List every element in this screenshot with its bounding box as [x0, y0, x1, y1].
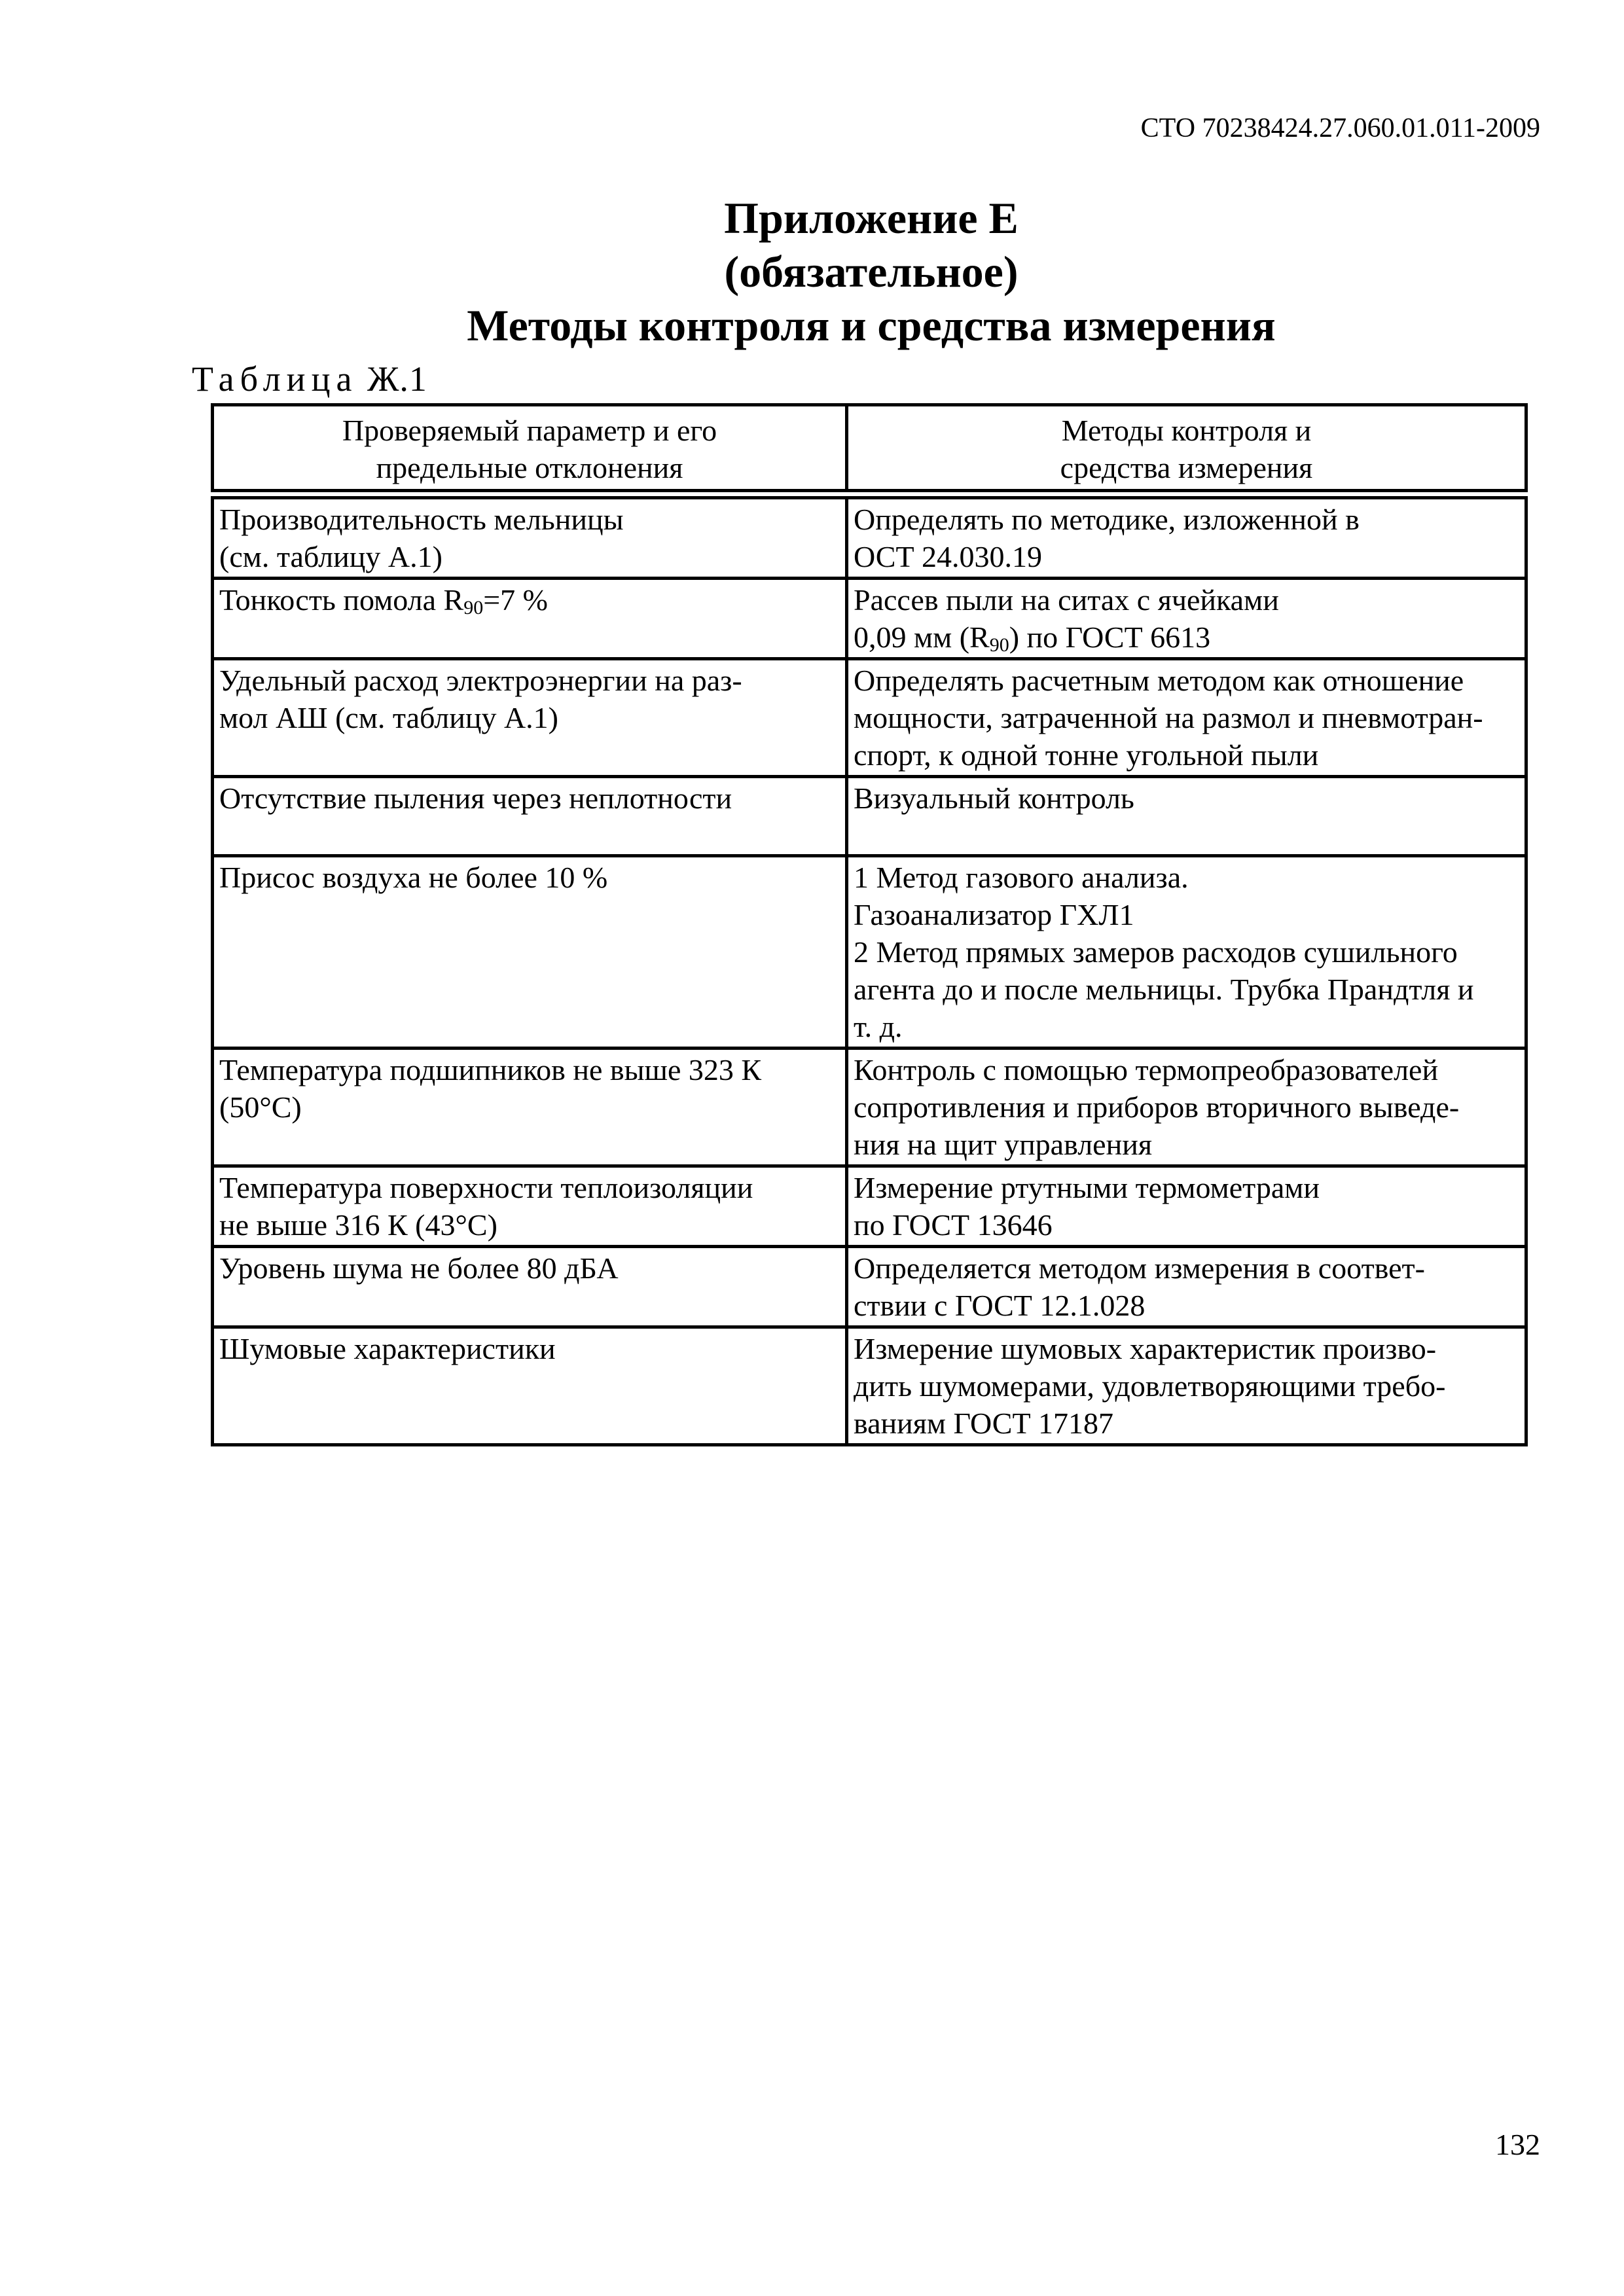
method-cell: Измерение ртутными термометрами по ГОСТ 13646	[847, 1166, 1526, 1247]
parameter-cell: Присос воздуха не более 10 %	[213, 856, 847, 1049]
table-caption-number: Ж.1	[367, 359, 427, 399]
appendix-title	[0, 191, 1624, 352]
table-header-row	[213, 405, 1526, 495]
table-row	[213, 1247, 1526, 1327]
table-row	[213, 1049, 1526, 1166]
table-row	[213, 1327, 1526, 1445]
methods-table	[211, 403, 1528, 1446]
table-row	[213, 856, 1526, 1049]
parameter-cell: Шумовые характеристики	[213, 1327, 847, 1445]
method-cell: Определяется методом измерения в соответ- ствии с ГОСТ 12.1.028	[847, 1247, 1526, 1327]
table-caption	[192, 359, 427, 399]
table-row	[213, 777, 1526, 856]
appendix-subject: Методы контроля и средства измерения	[467, 300, 1276, 350]
appendix-status: (обязательное)	[724, 247, 1019, 296]
table-row	[213, 579, 1526, 659]
parameter-cell: Уровень шума не более 80 дБА	[213, 1247, 847, 1327]
appendix-heading: Приложение Е	[724, 193, 1019, 243]
parameter-cell: Производительность мельницы (см. таблицу А.1)	[213, 494, 847, 579]
header-parameter: Проверяемый параметр и его предельные отклонения	[213, 405, 847, 495]
method-cell: Контроль с помощью термопреобразователей сопротивления и приборов вторичного выведе- ния на щит управления	[847, 1049, 1526, 1166]
parameter-cell: Удельный расход электроэнергии на раз- мол АШ (см. таблицу А.1)	[213, 659, 847, 777]
table-row	[213, 659, 1526, 777]
header-method: Методы контроля и средства измерения	[847, 405, 1526, 495]
table-caption-word: Таблица	[192, 359, 358, 399]
page-number: 132	[1495, 2128, 1540, 2161]
method-cell: Рассев пыли на ситах с ячейками 0,09 мм $(R_{90})$ по ГОСТ 6613	[847, 579, 1526, 659]
parameter-cell: Температура поверхности теплоизоляции не выше 316 К (43°С)	[213, 1166, 847, 1247]
document-code: СТО 70238424.27.060.01.011-2009	[1140, 113, 1540, 143]
method-cell: Измерение шумовых характеристик произво- дить шумомерами, удовлетворяющими требо- ваниям ГОСТ 17187	[847, 1327, 1526, 1445]
method-cell: Визуальный контроль	[847, 777, 1526, 856]
table-row	[213, 494, 1526, 579]
method-cell: Определять по методике, изложенной в ОСТ 24.030.19	[847, 494, 1526, 579]
parameter-cell: Температура подшипников не выше 323 К (50°С)	[213, 1049, 847, 1166]
parameter-cell: Отсутствие пыления через неплотности	[213, 777, 847, 856]
method-cell: 1 Метод газового анализа. Газоанализатор ГХЛ1 2 Метод прямых замеров расходов сушильного агента до и после мельницы. Трубка Прандтля и т. д.	[847, 856, 1526, 1049]
table-row	[213, 1166, 1526, 1247]
parameter-cell: Тонкость помола $R_{90}=7$ %	[213, 579, 847, 659]
method-cell: Определять расчетным методом как отношение мощности, затраченной на размол и пневмотран- спорт, к одной тонне угольной пыли	[847, 659, 1526, 777]
